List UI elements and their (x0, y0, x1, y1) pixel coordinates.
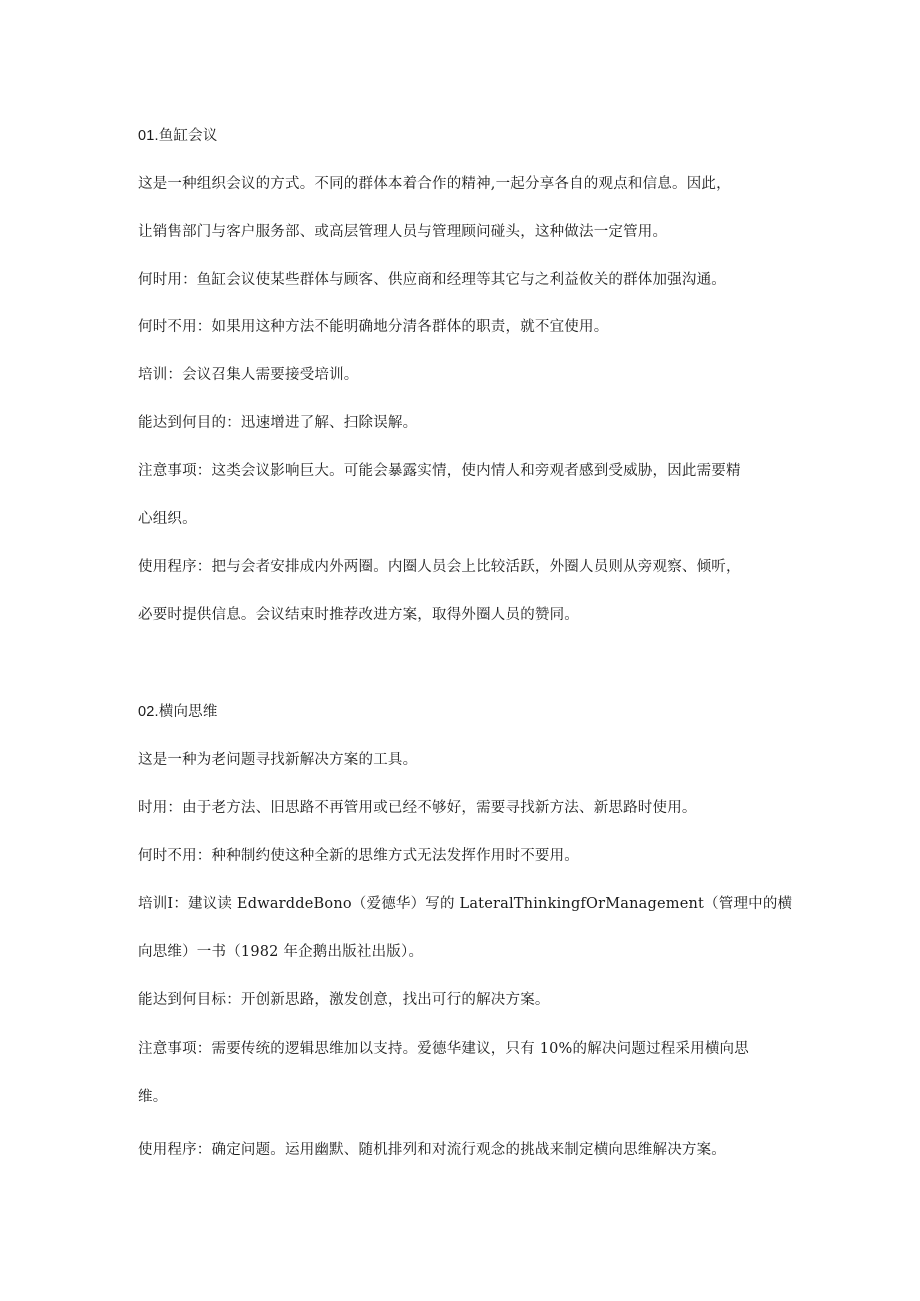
section-2-line-8: 维。 (138, 1089, 168, 1105)
section-1-line-1: 这是一种组织会议的方式。不同的群体本着合作的精神,一起分享各自的观点和信息。因此， (138, 176, 731, 192)
section-1-line-5: 培训：会议召集人需要接受培训。 (138, 367, 359, 383)
section-1-line-7: 注意事项：这类会议影响巨大。可能会暴露实情，使内情人和旁观者感到受威胁，因此需要精 (138, 463, 741, 479)
section-1-line-8: 心组织。 (138, 511, 197, 527)
section-2-line-3: 何时不用：种种制约使这种全新的思维方式无法发挥作用时不要用。 (138, 848, 579, 864)
section-2-line-2: 时用：由于老方法、旧思路不再管用或已经不够好，需要寻找新方法、新思路时使用。 (138, 800, 697, 816)
section-1-line-2: 让销售部门与客户服务部、或高层管理人员与管理顾问碰头，这种做法一定管用。 (138, 224, 668, 240)
section-2-line-5: 向思维）一书（1982 年企鹅出版社出版）。 (138, 944, 424, 960)
section-2-line-1: 这是一种为老问题寻找新解决方案的工具。 (138, 752, 418, 768)
section-2-line-9: 使用程序：确定问题。运用幽默、随机排列和对流行观念的挑战来制定横向思维解决方案。 (138, 1142, 726, 1158)
section-2-line-7: 注意事项：需要传统的逻辑思维加以支持。爱德华建议，只有 10%的解决问题过程采用横向思 (138, 1041, 749, 1057)
section-1-line-3: 何时用：鱼缸会议使某些群体与顾客、供应商和经理等其它与之利益攸关的群体加强沟通。 (138, 272, 726, 288)
section-1-heading: 01.鱼缸会议 (138, 128, 218, 144)
section-1-line-9: 使用程序：把与会者安排成内外两圈。内圈人员会上比较活跃，外圈人员则从旁观察、倾听， (138, 559, 741, 575)
section-1-line-4: 何时不用：如果用这种方法不能明确地分清各群体的职责，就不宜使用。 (138, 319, 609, 335)
section-2-line-6: 能达到何目标：开创新思路，激发创意，找出可行的解决方案。 (138, 992, 550, 1008)
section-2-line-4: 培训I：建议读 EdwarddeBono（爱德华）写的 LateralThinkingfOrManagement（管理中的横 (138, 896, 793, 912)
section-2-heading: 02.横向思维 (138, 704, 218, 720)
section-1-line-10: 必要时提供信息。会议结束时推荐改进方案，取得外圈人员的赞同。 (138, 607, 579, 623)
section-1-line-6: 能达到何目的：迅速增进了解、扫除误解。 (138, 415, 418, 431)
